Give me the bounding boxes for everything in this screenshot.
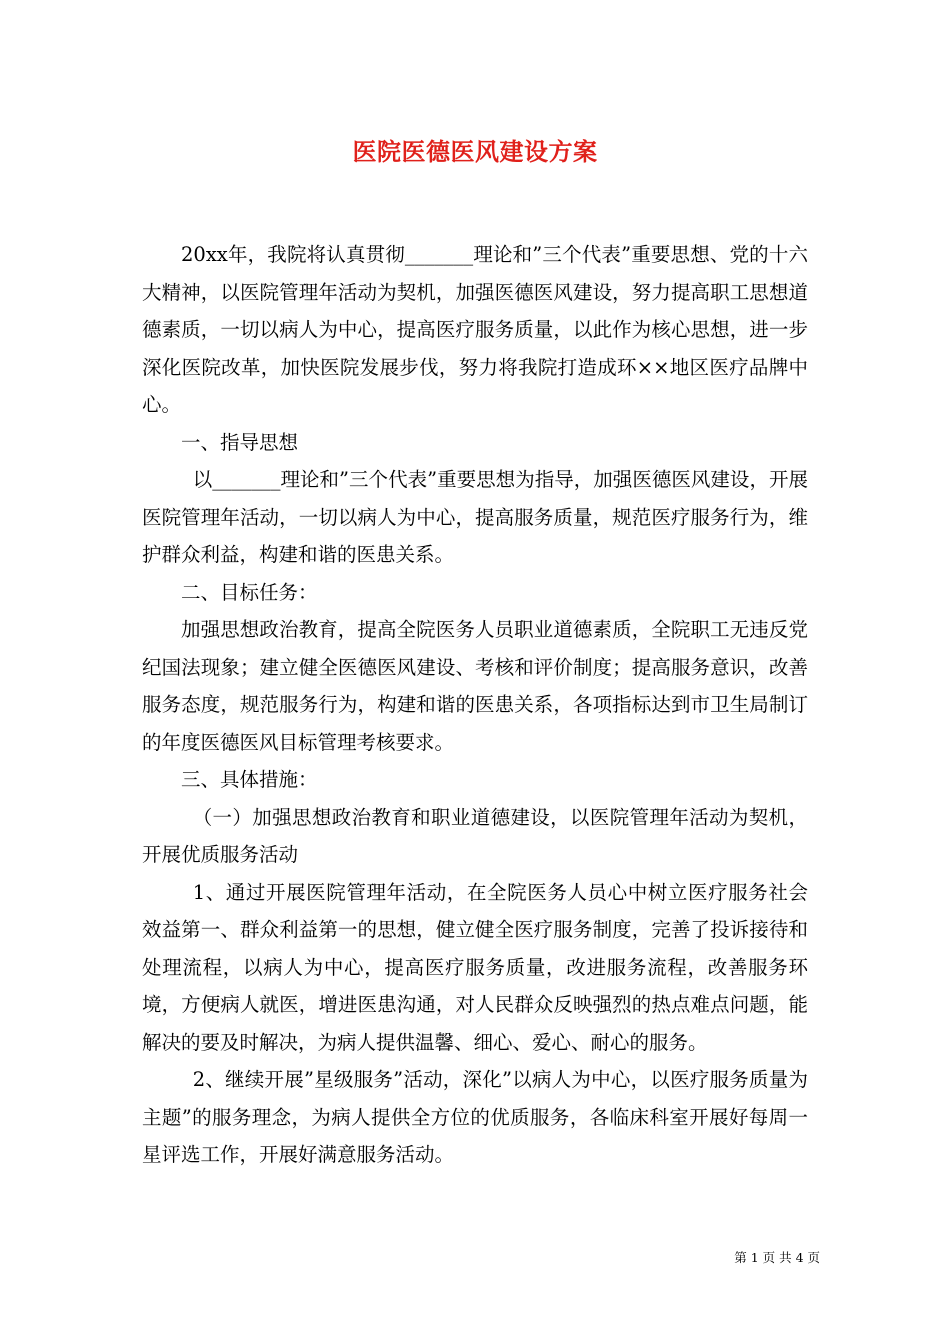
subsection-heading-1: （一）加强思想政治教育和职业道德建设，以医院管理年活动为契机，开展优质服务活动 [142,805,808,866]
paragraph-measure-1: 1、通过开展医院管理年活动，在全院医务人员心中树立医疗服务社会效益第一、群众利益第一的思想，健立健全医疗服务制度，完善了投诉接待和处理流程，以病人为中心，提高医疗服务质量，改进服务流程，改善服务环境，方便病人就医，增进医患沟通，对人民群众反映强烈的热点难点问题，能解决的要及时解决，为病人提供温馨、细心、爱心、耐心的服务。 [142,880,808,1054]
paragraph-intro: 20xx年，我院将认真贯彻_______理论和”三个代表”重要思想、党的十六大精神，以医院管理年活动为契机，加强医德医风建设，努力提高职工思想道德素质，一切以病人为中心，提高医疗服务质量，以此作为核心思想，进一步深化医院改革，加快医院发展步伐，努力将我院打造成环××地区医疗品牌中心。 [142,243,808,416]
document-title: 医院医德医风建设方案 [352,137,598,166]
section-heading-objectives: 二、目标任务： [181,580,318,604]
paragraph-objectives: 加强思想政治教育，提高全院医务人员职业道德素质，全院职工无违反党纪国法现象；建立健全医德医风建设、考核和评价制度；提高服务意识，改善服务态度，规范服务行为，构建和谐的医患关系，各项指标达到市卫生局制订的年度医德医风目标管理考核要求。 [142,618,808,754]
page-number: 第 1 页 共 4 页 [734,1250,820,1265]
document-body [142,236,808,1174]
paragraph-measure-2: 2、继续开展”星级服务”活动，深化”以病人为中心，以医疗服务质量为主题”的服务理念，为病人提供全方位的优质服务，各临床科室开展好每周一星评选工作，开展好满意服务活动。 [142,1068,808,1166]
section-heading-measures: 三、具体措施： [181,768,318,791]
section-heading-guiding-thought: 一、指导思想 [181,430,299,454]
paragraph-guiding-thought: 以_______理论和”三个代表”重要思想为指导，加强医德医风建设，开展医院管理年活动，一切以病人为中心，提高服务质量，规范医疗服务行为，维护群众利益，构建和谐的医患关系。 [142,468,808,566]
